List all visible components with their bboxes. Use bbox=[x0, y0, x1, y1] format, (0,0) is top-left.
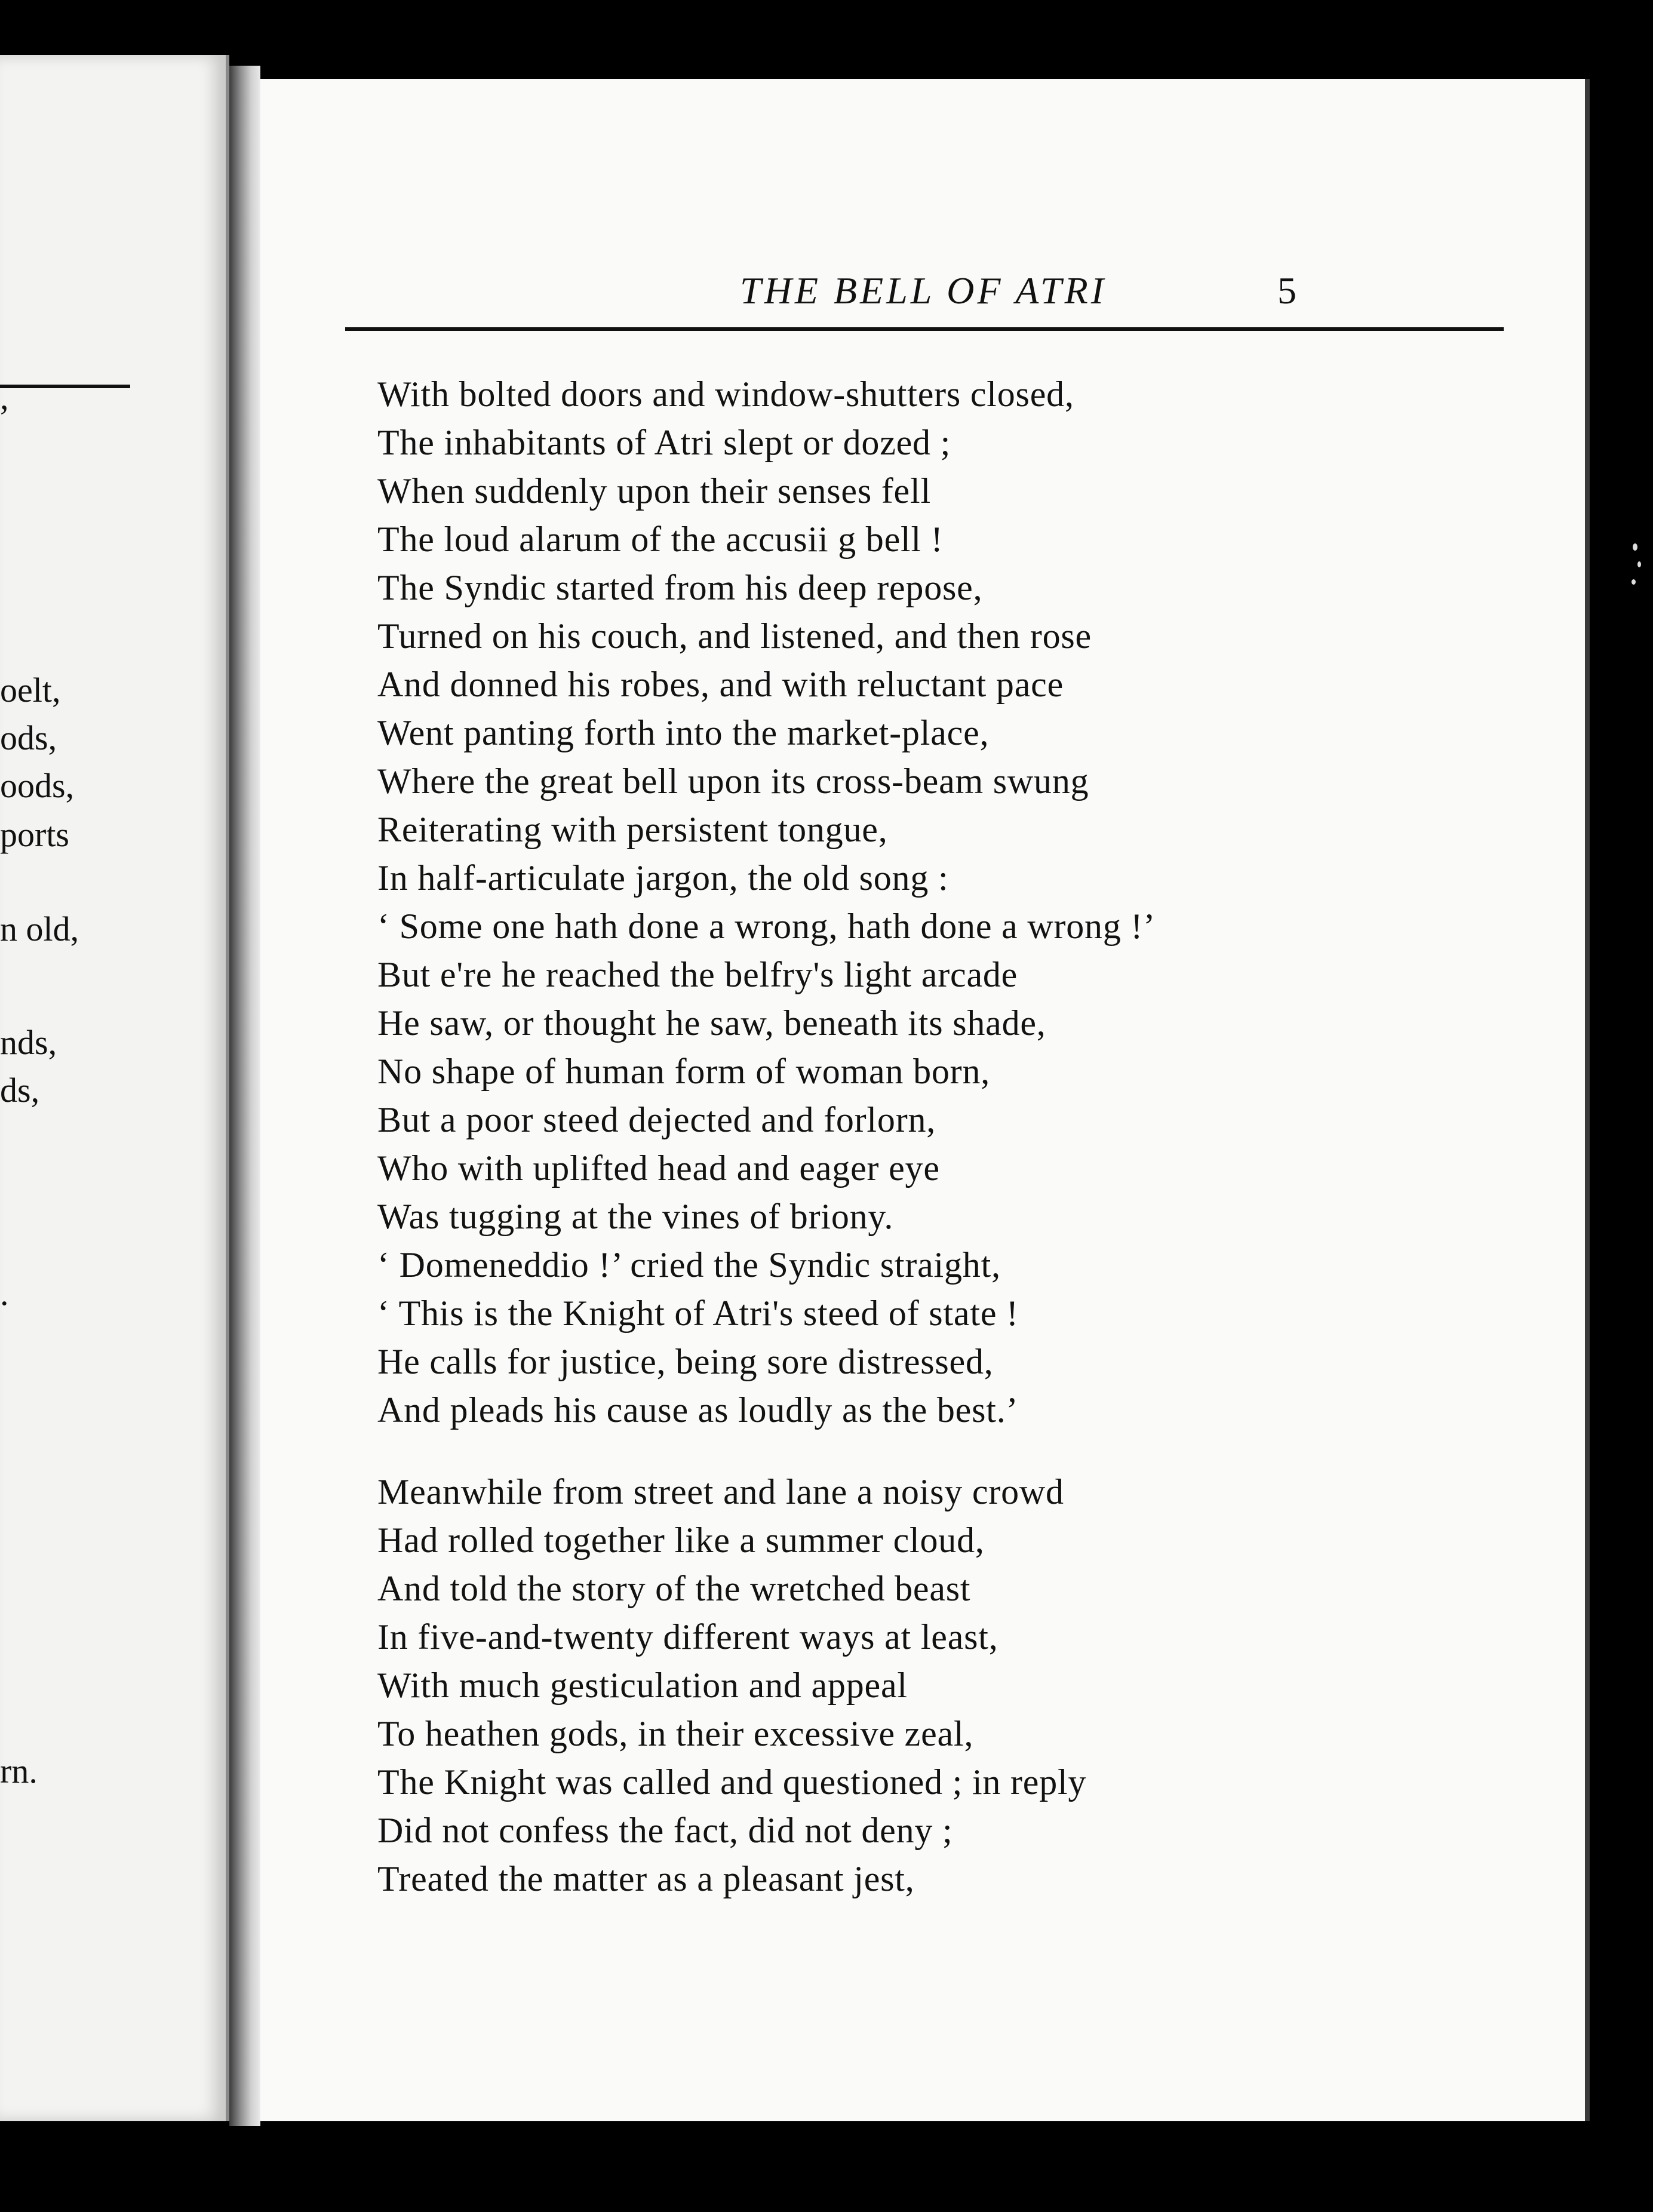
verse-line: Meanwhile from street and lane a noisy crowd bbox=[377, 1472, 1064, 1511]
previous-page-fragment: ods, bbox=[0, 718, 57, 757]
verse-line: Had rolled together like a summer cloud, bbox=[377, 1520, 985, 1560]
verse-line: Reiterating with persistent tongue, bbox=[377, 810, 888, 849]
scan-specks bbox=[1629, 537, 1653, 597]
verse-line: He saw, or thought he saw, beneath its shade, bbox=[377, 1003, 1046, 1043]
current-page bbox=[260, 79, 1590, 2121]
verse-line: With bolted doors and window-shutters closed, bbox=[377, 374, 1074, 414]
poem-text bbox=[377, 370, 1548, 1903]
verse-line: The inhabitants of Atri slept or dozed ; bbox=[377, 423, 951, 462]
head-rule bbox=[345, 327, 1504, 331]
verse-line: No shape of human form of woman born, bbox=[377, 1052, 991, 1091]
previous-page bbox=[0, 55, 229, 2121]
previous-page-fragment: , bbox=[0, 378, 9, 417]
verse-line: And donned his robes, and with reluctant pace bbox=[377, 665, 1064, 704]
verse-line: In half-articulate jargon, the old song : bbox=[377, 858, 949, 898]
verse-line: To heathen gods, in their excessive zeal, bbox=[377, 1714, 974, 1753]
previous-page-fragment: nds, bbox=[0, 1023, 57, 1062]
page-number: 5 bbox=[1277, 269, 1296, 312]
verse-line: And pleads his cause as loudly as the best.’ bbox=[377, 1390, 1019, 1430]
verse-line: Did not confess the fact, did not deny ; bbox=[377, 1811, 953, 1850]
verse-line: When suddenly upon their senses fell bbox=[377, 471, 931, 511]
verse-line: Treated the matter as a pleasant jest, bbox=[377, 1859, 915, 1898]
verse-line: In five-and-twenty different ways at least, bbox=[377, 1617, 998, 1657]
verse-line: He calls for justice, being sore distressed, bbox=[377, 1342, 994, 1381]
verse-line: The loud alarum of the accusii g bell ! bbox=[377, 520, 944, 559]
verse-line: The Knight was called and questioned ; in reply bbox=[377, 1762, 1087, 1802]
verse-line: ‘ Some one hath done a wrong, hath done a wrong !’ bbox=[377, 907, 1156, 946]
verse-line: But a poor steed dejected and forlorn, bbox=[377, 1100, 936, 1139]
stanza-1 bbox=[377, 370, 1548, 1434]
previous-page-fragment: ports bbox=[0, 815, 69, 854]
stanza-2 bbox=[377, 1468, 1548, 1903]
verse-line: ‘ This is the Knight of Atri's steed of state ! bbox=[377, 1294, 1019, 1333]
verse-line: Where the great bell upon its cross-beam swung bbox=[377, 761, 1089, 801]
previous-page-fragment: oelt, bbox=[0, 671, 61, 709]
scan-speck bbox=[1632, 579, 1636, 585]
verse-line: But e're he reached the belfry's light arcade bbox=[377, 955, 1018, 994]
verse-line: And told the story of the wretched beast bbox=[377, 1569, 971, 1608]
scan-speck bbox=[1637, 561, 1641, 567]
previous-page-fragment: rn. bbox=[0, 1752, 38, 1790]
previous-page-head-rule bbox=[0, 385, 130, 388]
verse-line: Went panting forth into the market-place, bbox=[377, 713, 990, 752]
verse-line: Turned on his couch, and listened, and then rose bbox=[377, 616, 1092, 656]
running-title: THE BELL OF ATRI bbox=[740, 269, 1107, 312]
verse-line: With much gesticulation and appeal bbox=[377, 1666, 908, 1705]
previous-page-fragment: n old, bbox=[0, 910, 79, 948]
previous-page-fragment: ds, bbox=[0, 1071, 40, 1110]
verse-line: The Syndic started from his deep repose, bbox=[377, 568, 983, 607]
previous-page-fragment: . bbox=[0, 1274, 9, 1313]
scan-speck bbox=[1633, 543, 1637, 551]
verse-line: Who with uplifted head and eager eye bbox=[377, 1148, 940, 1188]
verse-line: ‘ Domeneddio !’ cried the Syndic straight, bbox=[377, 1245, 1001, 1285]
previous-page-fragment: oods, bbox=[0, 766, 75, 805]
book-gutter bbox=[229, 66, 260, 2126]
running-head bbox=[260, 269, 1585, 328]
verse-line: Was tugging at the vines of briony. bbox=[377, 1197, 894, 1236]
